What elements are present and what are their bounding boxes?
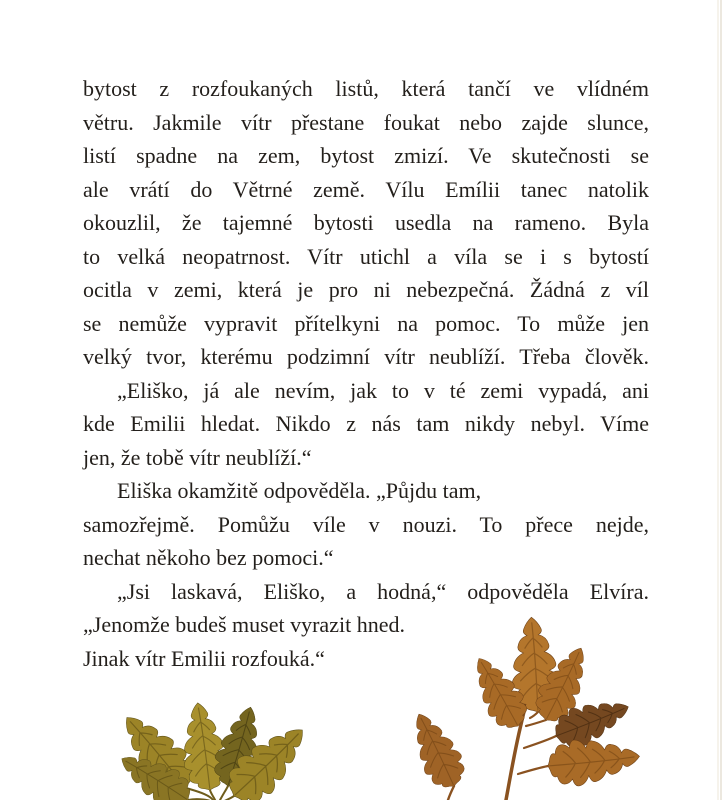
story-line: jen, že tobě vítr neublíží.“	[83, 444, 312, 470]
story-line: ale vrátí do Větrné země. Vílu Emílii tanec natolik	[83, 176, 649, 202]
oak-leaf	[208, 702, 270, 792]
story-line: „Jenomže budeš muset vyrazit hned.	[83, 612, 405, 637]
autumn-leaves-left-illustration	[118, 690, 318, 800]
story-line: kde Emilii hledat. Nikdo z nás tam nikdy nebyl. Víme	[83, 411, 649, 436]
leaf-stems	[186, 786, 234, 800]
story-line: se nemůže vypravit přítelkyni na pomoc. To může jen	[83, 310, 649, 336]
story-line: nechat někoho bez pomoci.“	[83, 545, 334, 570]
oak-leaf	[176, 700, 232, 793]
story-line: listí spadne na zem, bytost zmizí. Ve skutečnosti se	[83, 143, 649, 168]
oak-leaf	[118, 703, 204, 800]
story-line: ocitla v zemi, která je pro ni nebezpečná. Žádná z víl	[83, 277, 649, 302]
story-line: bytost z rozfoukaných listů, která tančí ve vlídném	[83, 76, 649, 101]
story-line: „Eliško, já ale nevím, jak to v té zemi vypadá, ani	[117, 377, 649, 403]
story-line: samozřejmě. Pomůžu víle v nouzi. To přece nejde,	[83, 511, 649, 537]
oak-leaf	[549, 689, 636, 755]
oak-leaf	[546, 733, 642, 789]
page-edge-highlight	[717, 0, 719, 800]
branch-stems	[448, 660, 556, 800]
story-line: větru. Jakmile vítr přestane foukat nebo zajde slunce,	[83, 109, 649, 135]
oak-leaf	[217, 713, 318, 800]
story-line: Eliška okamžitě odpověděla. „Půjdu tam,	[117, 478, 482, 503]
story-line: „Jsi laskavá, Eliško, a hodná,“ odpověděla Elvíra.	[117, 578, 649, 604]
story-line: Jinak vítr Emilii rozfouká.“	[83, 645, 325, 671]
story-line: velký tvor, kterému podzimní vítr neublíží. Třeba člověk.	[83, 344, 649, 369]
story-text	[83, 72, 649, 675]
page-edge-line	[720, 0, 722, 800]
oak-leaf	[406, 705, 472, 795]
story-line: to velká neopatrnost. Vítr utichl a víla se i s bytostí	[83, 243, 649, 269]
oak-leaf	[118, 742, 198, 800]
story-line: okouzlil, že tajemné bytosti usedla na rameno. Byla	[83, 210, 649, 235]
